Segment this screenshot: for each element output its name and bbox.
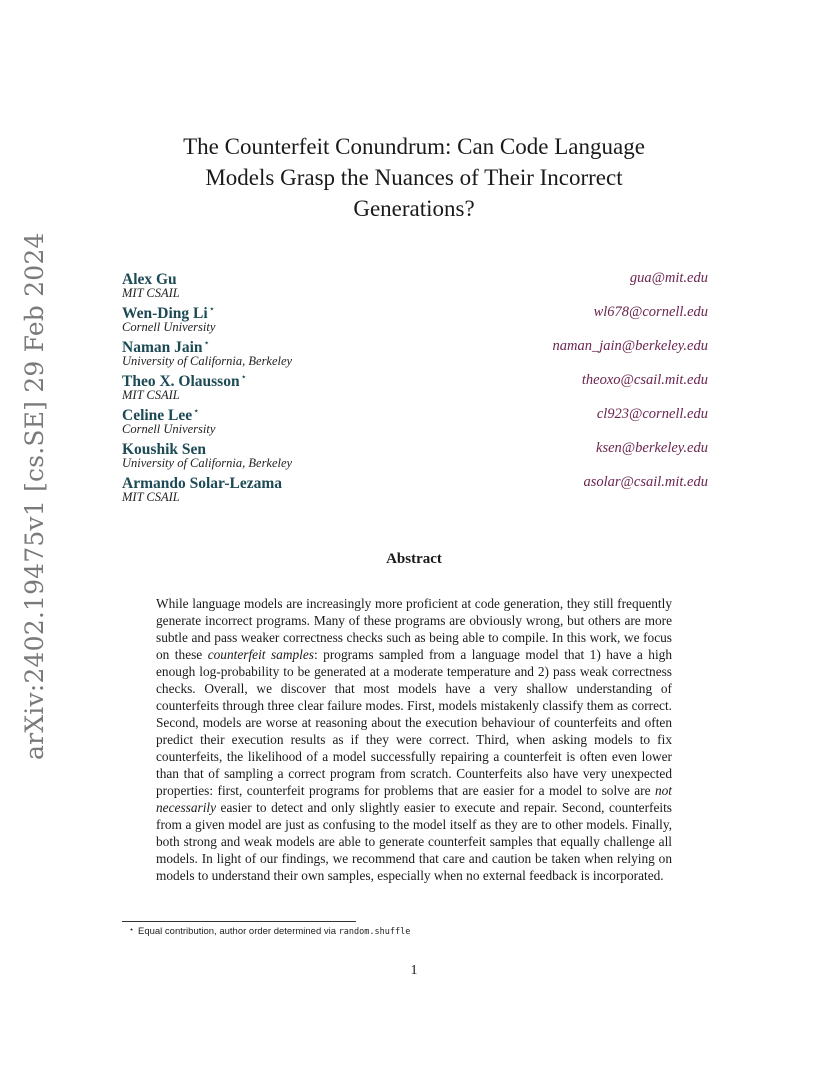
footnote — [129, 925, 411, 937]
title-line: The Counterfeit Conundrum: Can Code Language — [183, 134, 645, 160]
author-affiliation: Cornell University — [122, 320, 216, 334]
author-affiliation: University of California, Berkeley — [122, 354, 293, 368]
author-name: Wen-Ding Li⋆ — [122, 304, 215, 323]
author-entry — [122, 300, 708, 334]
emphasis-counterfeit-samples: counterfeit samples — [207, 647, 314, 662]
author-email-link[interactable]: asolar@csail.mit.edu — [583, 474, 708, 490]
title-line: Generations? — [353, 196, 475, 222]
abstract-body: While language models are increasingly more proficient at code generation, they still frequently generate incorrect programs. Many of these programs are obviously wrong, but others are more subtle and pass weaker correctness checks such as being able to compile. In this work, we focus on these counterfeit samples: programs sampled from a language model that 1) have a high enough log-probability to be generated at a moderate temperature and 2) pass weak correctness checks. Overall, we discover that most models have a very shallow understanding of counterfeits through three clear failure modes. First, models mistakenly classify them as correct. Second, models are worse at reasoning about the execution behaviour of counterfeits and often predict their execution results as if they were correct. Third, when asking models to fix counterfeits, the likelihood of a model successfully repairing a counterfeit is often even lower than that of sampling a correct program from scratch. Counterfeits also have very unexpected properties: first, counterfeit programs for problems that are easier for a model to solve are not necessarily easier to detect and only slightly easier to execute and repair. Second, counterfeits from a given model are just as confusing to the model itself as they are to other models. Finally, both strong and weak models are able to generate counterfeit samples that equally challenge all models. In light of our findings, we recommend that care and caution be taken when relying on models to understand their own samples, especially when no external feedback is incorporated. — [156, 596, 673, 883]
footnote-marker: ⋆ — [129, 925, 135, 934]
author-list — [122, 266, 708, 504]
page-number: 1 — [410, 963, 418, 978]
author-affiliation: University of California, Berkeley — [122, 456, 293, 470]
author-entry — [122, 334, 708, 368]
footnote-text: Equal contribution, author order determined via — [138, 926, 339, 937]
author-affiliation: Cornell University — [122, 422, 216, 436]
author-email-link[interactable]: naman_jain@berkeley.edu — [552, 338, 708, 354]
abstract-heading: Abstract — [386, 551, 442, 567]
author-name: Armando Solar-Lezama — [122, 475, 283, 493]
author-affiliation: MIT CSAIL — [122, 388, 180, 402]
author-entry — [122, 470, 708, 504]
author-name: Naman Jain⋆ — [122, 338, 210, 357]
author-affiliation: MIT CSAIL — [122, 490, 180, 504]
author-name: Alex Gu — [122, 271, 177, 289]
author-email-link[interactable]: wl678@cornell.edu — [593, 304, 708, 320]
author-email-link[interactable]: gua@mit.edu — [629, 270, 708, 286]
author-name: Celine Lee⋆ — [122, 406, 200, 425]
author-email-link[interactable]: theoxo@csail.mit.edu — [581, 372, 708, 388]
author-entry — [122, 368, 708, 402]
arxiv-identifier-stamp: arXiv:2402.19475v1 [cs.SE] 29 Feb 2024 — [20, 232, 49, 760]
author-entry — [122, 402, 708, 436]
author-email-link[interactable]: cl923@cornell.edu — [596, 406, 708, 422]
author-entry — [122, 436, 708, 470]
author-affiliation: MIT CSAIL — [122, 286, 180, 300]
author-name: Koushik Sen — [122, 441, 207, 459]
footnote-code: random.shuffle — [338, 927, 411, 937]
footnote-divider — [122, 921, 356, 922]
author-name: Theo X. Olausson⋆ — [122, 372, 247, 391]
title-line: Models Grasp the Nuances of Their Incorrect — [205, 165, 623, 191]
author-email-link[interactable]: ksen@berkeley.edu — [596, 440, 708, 456]
author-entry — [122, 266, 708, 300]
emphasis-not-necessarily: not necessarily — [156, 783, 672, 815]
paper-title — [120, 131, 708, 224]
